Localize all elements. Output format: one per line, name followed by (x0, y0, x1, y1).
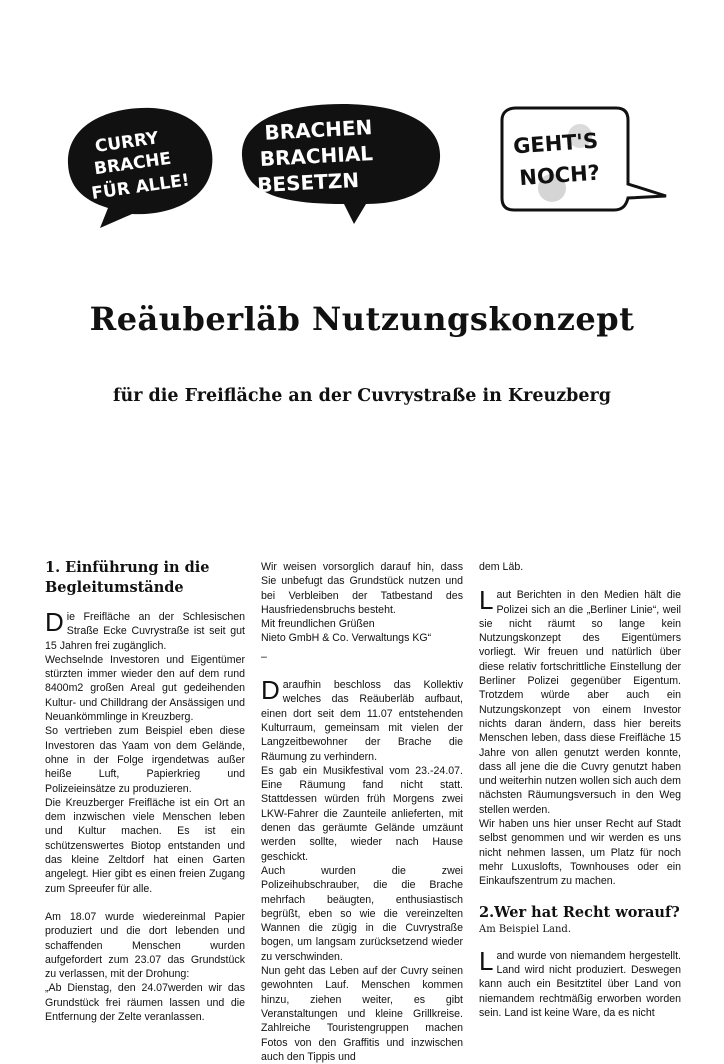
drop-cap: L (479, 585, 494, 616)
col2-dash: – (261, 650, 267, 663)
speech-bubble-right-icon (494, 106, 670, 218)
col1-paragraph-1: Die Freifläche an der Schlesischen Straße Ecke Cuvrystraße ist seit gut 15 Jahren frei zugänglich. (45, 607, 245, 652)
speech-bubble-center-icon (236, 100, 446, 232)
bubble-left-line-3: FÜR ALLE! (90, 170, 191, 204)
column-3 (479, 560, 681, 1020)
bubble-right-line-2: NOCH? (518, 160, 601, 191)
bubble-left-line-2: BRACHE (92, 148, 173, 180)
col3-paragraph-0: dem Läb. (479, 561, 524, 573)
section-2-subheading: Am Beispiel Land. (479, 923, 571, 935)
col3-paragraph-3: Land wurde von niemandem hergestellt. Land wird nicht produziert. Deswegen kann auch ein Besitztitel über Land von niemandem rechtmäßig erworben worden sein. Land ist keine Ware, da es nicht (479, 945, 681, 1020)
bubble-right-line-1: GEHT'S (512, 128, 599, 159)
drop-cap: D (45, 607, 64, 637)
col2-paragraph-4: Daraufhin beschloss das Kollektiv welches das Reäuberläb aufbaut, einen dort seit dem 11.07 entstehenden Kulturraum, gemeinsam mit vielen der Langzeitbewohner der Brache die Räumung zu verhindern. (261, 675, 463, 763)
bubble-left-line-1: CURRY (93, 128, 160, 157)
col1-paragraph-3: So vertrieben zum Beispiel eben diese Investoren das Yaam von dem Gelände, ohne in der Folge irgendetwas außer heiße Luft, Papierkrieg und Polizeieinsätze zu produzieren. (45, 725, 245, 795)
page-subtitle: für die Freifläche an der Cuvrystraße in Kreuzberg (112, 386, 612, 406)
page-title: Reäuberläb Nutzungskonzept (89, 300, 635, 338)
col2-paragraph-3: Nieto GmbH & Co. Verwaltungs KG“ (261, 632, 432, 645)
bubble-center-line-3: BESETZN (256, 167, 360, 198)
col1-paragraph-5: Am 18.07 wurde wiedereinmal Papier produziert und die dort lebenden und schaffenden Menschen wurden aufgefordert zum 23.07 das Grundstück zu verlassen, mit der Drohung: (45, 910, 245, 981)
bubble-center-line-2: BRACHIAL (259, 141, 374, 171)
drop-cap: L (479, 945, 494, 976)
col2-paragraph-2: Mit freundlichen Grüßen (261, 618, 375, 631)
col3-paragraph-1: Laut Berichten in den Medien hält die Polizei sich an die „Berliner Linie“, weil sie nicht räumt so lange kein Nutzungskonzept des Eigentümers vorliegt. Wir freuen und natürlich über diese relativ fortschrittliche Einstellung der Berliner Polizei gegenüber Eigentum. Trotzdem würde aber auch ein Nutzungskonzept von einem Investor nichts daran ändern, dass hier bereits Menschen leben, dass diese Freifläche 15 Jahre von allen genutzt werden konnte, dass all jene die die Cuvry genutzt haben und weiterhin nutzen wollen sich auch dem nächsten Räumungsversuch in den Weg stellen werden. (479, 585, 681, 816)
bubble-center-line-1: BRACHEN (263, 115, 373, 145)
header-illustrations (0, 96, 724, 236)
section-1-heading: 1. Einführung in die Begleitumstände (45, 559, 210, 596)
col2-paragraph-6: Auch wurden die zwei Polizeihubschrauber, die die Brache mehrfach beäugten, enthusiastisch begrüßt, eben so wie die vereinzelten Wannen die zügig in die Cuvrystraße bogen, um langsam zurücksetzend wieder zu verschwinden. (261, 864, 463, 963)
speech-bubble-left-icon (60, 104, 220, 236)
column-1 (45, 558, 245, 1024)
col2-paragraph-1: Wir weisen vorsorglich darauf hin, dass Sie unbefugt das Grundstück nutzen und bei Verbleiben der Tatbestand des Hausfriedensbruchs besteht. (261, 561, 463, 616)
section-2-heading: 2.Wer hat Recht worauf? (479, 903, 680, 921)
col1-paragraph-2: Wechselnde Investoren und Eigentümer stürzten immer wieder den auf dem rund 8400m2 großen Areal gut gedeihenden Kultur- und Chilldrang der Ansässigen und Neuankömmlinge in Kreuzberg. (45, 653, 245, 724)
col1-paragraph-6: „Ab Dienstag, den 24.07werden wir das Grundstück frei räumen lassen und die Entfernung der Zelte veranlassen. (45, 982, 245, 1024)
col2-paragraph-5: Es gab ein Musikfestival vom 23.-24.07. Eine Räumung fand nicht statt. Stattdessen würden früh Morgens zwei LKW-Fahrer die Zaunteile anlieferten, mit denen das geräumte Gelände umzäunt werden sollte, wieder nach Hause geschickt. (261, 764, 463, 863)
drop-cap: D (261, 675, 280, 706)
column-2 (261, 560, 463, 1064)
col3-paragraph-2: Wir haben uns hier unser Recht auf Stadt selbst genommen und wir werden es uns nicht nehmen lassen, um Platz für noch mehr Luxuslofts, Townhouses oder ein Einkaufszentrum zu machen. (479, 818, 681, 888)
col1-paragraph-4: Die Kreuzberger Freifläche ist ein Ort an dem inzwischen viele Menschen leben und Kultur machen. Es ist ein schützenswertes Biotop entstanden und das kleine Zeltdorf hat einen Garten angelegt. Hier gibt es einen freien Zugang zum Spreeufer für alle. (45, 796, 245, 895)
col2-paragraph-7: Nun geht das Leben auf der Cuvry seinen gewohnten Lauf. Menschen kommen hinzu, ziehen weiter, es gibt Veranstaltungen und kleine Grillkreise. Zahlreiche Touristengruppen machen Fotos von den Graffitis und inzwischen auch den Tippis und (261, 965, 463, 1063)
